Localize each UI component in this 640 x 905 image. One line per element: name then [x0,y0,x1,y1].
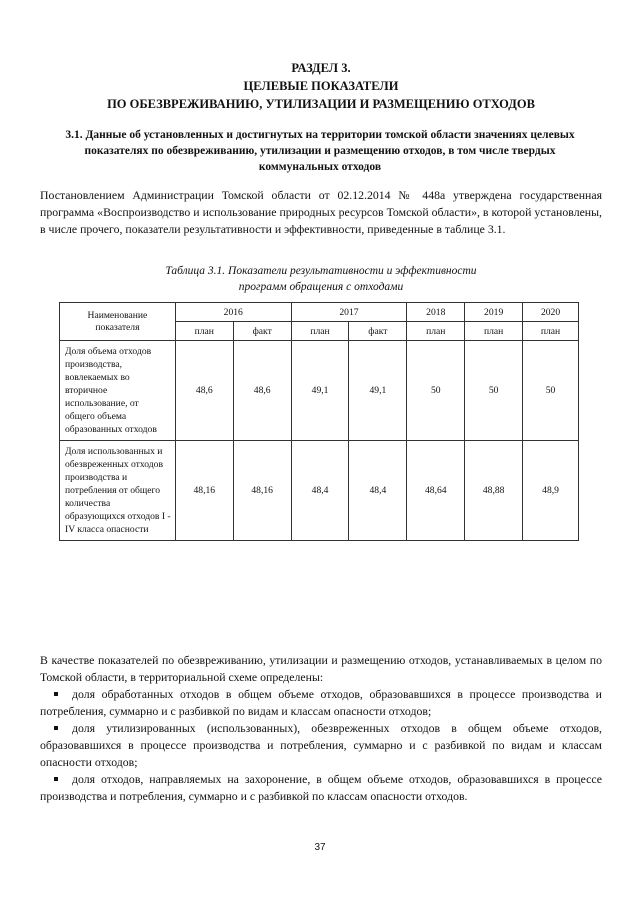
list-item [40,720,602,771]
bullet-square-icon [54,726,58,730]
table-header-kind: факт [233,322,291,341]
table-cell: 48,4 [291,441,349,541]
table-cell: 50 [465,341,523,441]
section-number: РАЗДЕЛ 3. [291,61,351,75]
table-header-kind: план [523,322,579,341]
table-cell: 48,64 [407,441,465,541]
table-row [60,441,579,541]
table-header-name: Наименование показателя [60,303,176,341]
table-cell: 49,1 [291,341,349,441]
table-cell: 48,4 [349,441,407,541]
list-item [40,771,602,805]
table-caption-line-1: Таблица 3.1. Показатели результативности и эффективности [165,265,477,277]
intro-paragraph: Постановлением Администрации Томской области от 02.12.2014 № 448а утверждена государственная программа «Воспроизводство и использование природных ресурсов Томской области», в которой установлены, в числе прочего, показатели результативности и эффективности, приведенные в таблице 3.1. [40,188,602,236]
row-indicator-name: Доля использованных и обезвреженных отходов производства и потребления от общего количества образующихся отходов I - IV класса опасности [60,441,176,541]
table-header-year: 2018 [407,303,465,322]
table-header-year: 2016 [175,303,291,322]
table-caption-line-2: программ обращения с отходами [238,281,404,293]
table-header-year: 2020 [523,303,579,322]
table-header-kind: план [291,322,349,341]
table-header-kind: план [175,322,233,341]
row-indicator-name: Доля объема отходов производства, вовлекаемых во вторичное использование, от общего объема образованных отходов [60,341,176,441]
table-cell: 50 [523,341,579,441]
list-item-text: доля отходов, направляемых на захоронение, в общем объеме отходов, образовавшихся в процессе производства и потребления, суммарно и с разбивкой по классам опасности отходов. [40,772,602,803]
table-cell: 48,16 [233,441,291,541]
table-cell: 50 [407,341,465,441]
table-cell: 48,6 [233,341,291,441]
page-number: 37 [314,842,326,853]
table-row [60,341,579,441]
bullet-list [40,686,602,805]
table-header-year: 2017 [291,303,407,322]
section-title-line-1: ЦЕЛЕВЫЕ ПОКАЗАТЕЛИ [243,79,399,93]
table-cell: 48,9 [523,441,579,541]
table-header-kind: план [407,322,465,341]
subsection-heading: 3.1. Данные об установленных и достигнутых на территории томской области значениях целевых показателях по обезвреживанию, утилизации и размещению отходов, в том числе твердых коммунальных отходов [65,129,575,173]
table-header-kind: факт [349,322,407,341]
table-cell: 48,16 [175,441,233,541]
list-item-text: доля утилизированных (использованных), обезвреженных отходов в общем объеме отходов, образовавшихся в процессе производства и потребления, суммарно и с разбивкой по видам и классам опасности отходов; [40,721,602,769]
bullet-square-icon [54,777,58,781]
table-header-kind: план [465,322,523,341]
indicators-table [59,302,579,541]
section-title-line-2: ПО ОБЕЗВРЕЖИВАНИЮ, УТИЛИЗАЦИИ И РАЗМЕЩЕНИЮ ОТХОДОВ [107,97,535,111]
table-cell: 49,1 [349,341,407,441]
outro-paragraph: В качестве показателей по обезвреживанию, утилизации и размещению отходов, устанавливаемых в целом по Томской области, в территориальной схеме определены: [40,653,602,684]
table-header-row-years [60,303,579,322]
list-item [40,686,602,720]
list-item-text: доля обработанных отходов в общем объеме отходов, образовавшихся в процессе производства и потребления, суммарно и с разбивкой по видам и классам опасности отходов; [40,687,602,718]
bullet-square-icon [54,692,58,696]
table-cell: 48,6 [175,341,233,441]
table-header-year: 2019 [465,303,523,322]
table-cell: 48,88 [465,441,523,541]
table-caption [40,263,602,295]
